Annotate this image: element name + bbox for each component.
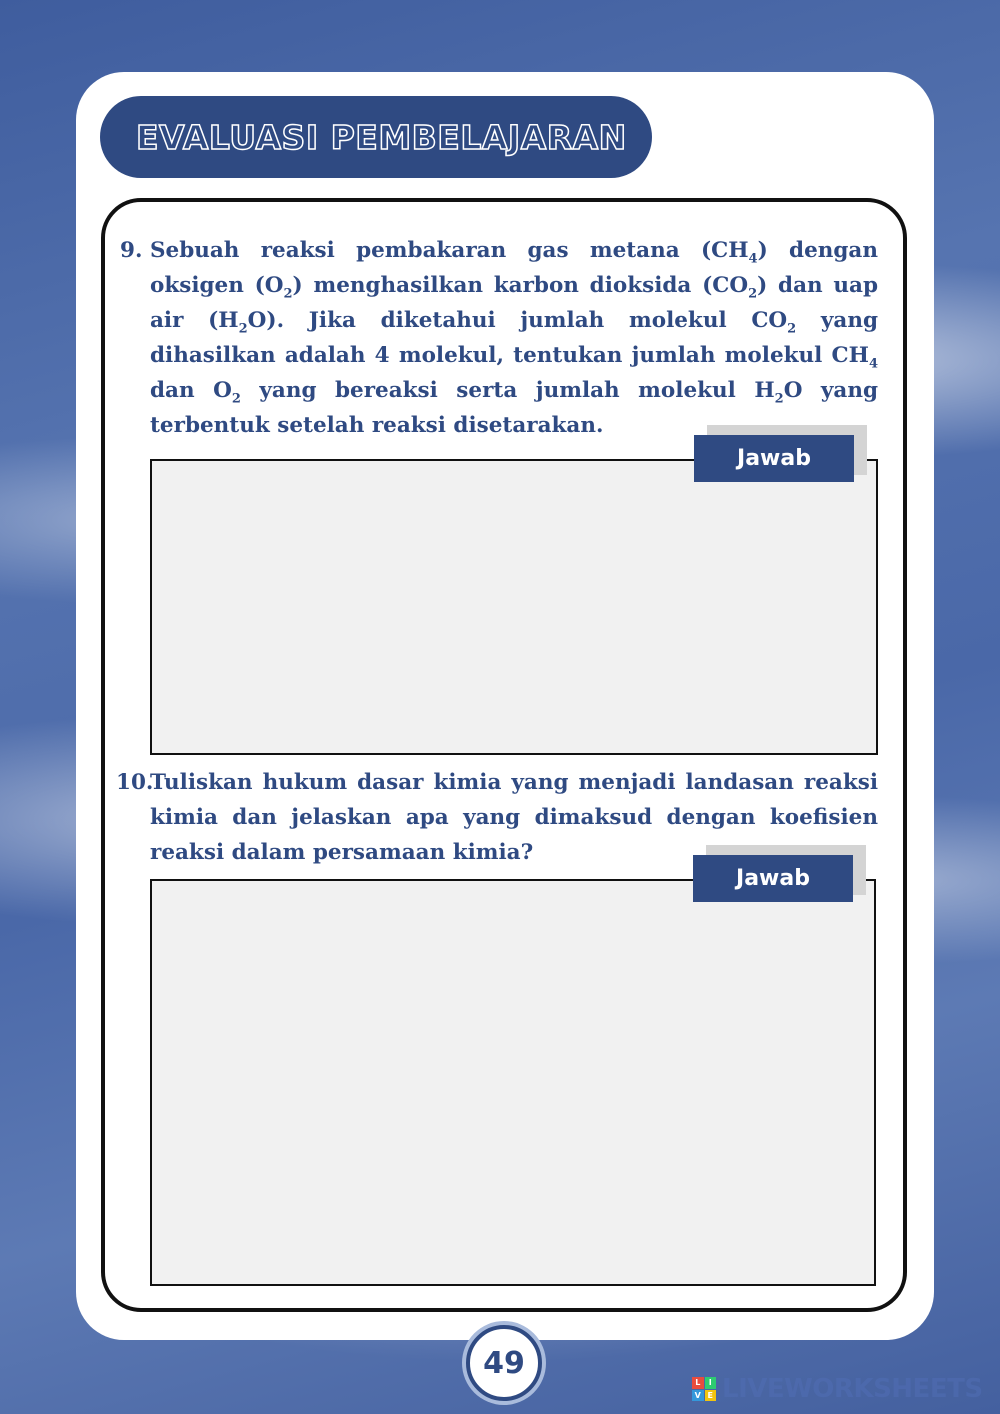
section-banner [100,96,652,178]
question-number: 10. [116,770,154,795]
page-number-badge [466,1325,542,1401]
liveworksheets-watermark [692,1374,983,1404]
liveworksheets-brand: LIVEWORKSHEETS [722,1374,983,1404]
liveworksheets-logo-icon: L I V E [692,1377,716,1401]
question-number: 9. [120,238,143,263]
question-text: Sebuah reaksi pembakaran gas metana $(CH_4)$ dengan oksigen $(O_2)$ menghasilkan karbon dioksida $(CO_2)$ dan uap air $(H_2O)$. Jika diketahui jumlah molekul $CO_2$ yang dihasilkan adalah 4 molekul, tentukan jumlah molekul $CH_4$ dan $O_2$ yang bereaksi serta jumlah molekul $H_2O$ yang terbentuk setelah reaksi disetarakan. [150,238,879,438]
answer-box-10[interactable] [150,879,876,1286]
page-number: 49 [483,1345,525,1381]
question-9 [120,233,878,443]
section-title: EVALUASI PEMBELAJARAN [136,117,627,157]
jawab-label-9: Jawab [694,435,854,482]
jawab-label-10: Jawab [693,855,853,902]
question-text: Tuliskan hukum dasar kimia yang menjadi landasan reaksi kimia dan jelaskan apa yang dimaksud dengan koefisien reaksi dalam persamaan kimia? [150,770,878,865]
answer-box-9[interactable] [150,459,878,755]
